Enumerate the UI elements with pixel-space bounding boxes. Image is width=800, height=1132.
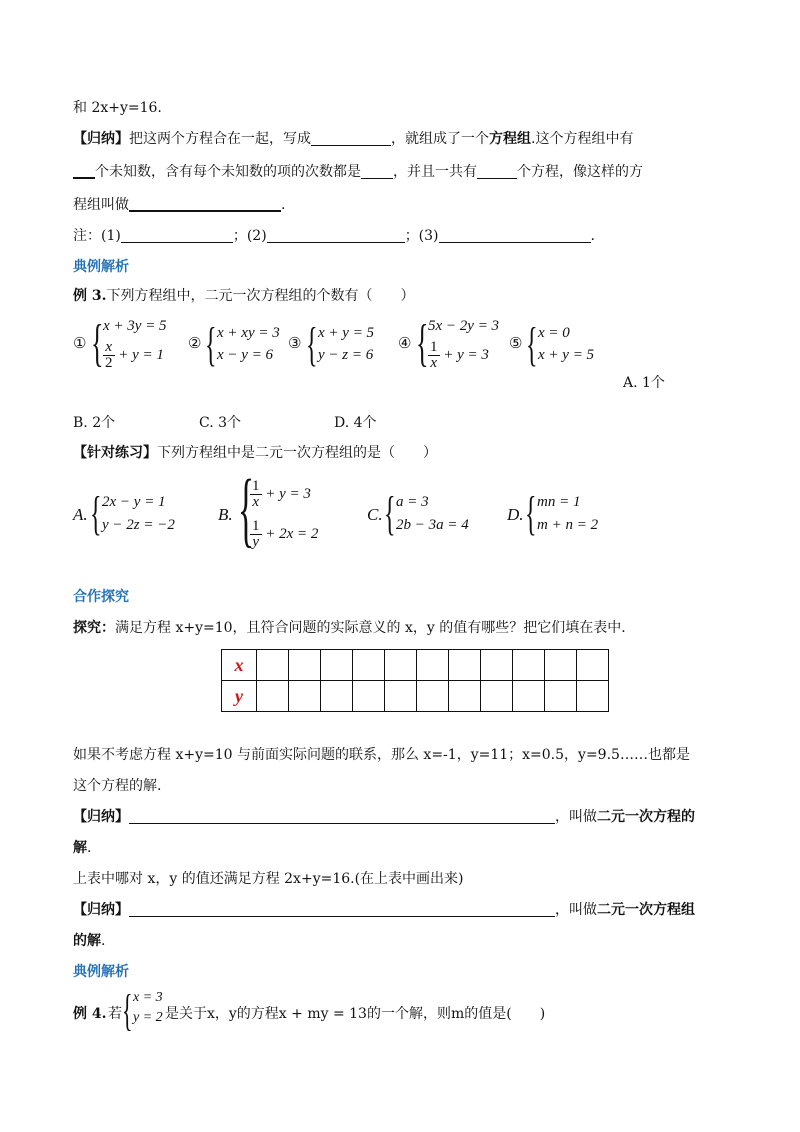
equation-y: y = 2 <box>133 1010 163 1025</box>
note-end: . <box>590 228 595 244</box>
explore-paragraph-1: 如果不考虑方程 x+y=10 与前面实际问题的联系，那么 x=-1，y=11；x=0.5，y=9.5……也都是 <box>73 747 690 763</box>
row-header-x: x <box>222 650 257 681</box>
blank-note-1[interactable] <box>121 226 233 243</box>
equation-5b: x + y = 5 <box>538 347 595 363</box>
summary-2-line-1 <box>73 807 695 827</box>
table-cell[interactable] <box>289 650 321 681</box>
blank-name[interactable] <box>129 194 281 212</box>
practice-system-c[interactable] <box>384 487 494 540</box>
circled-3: ③ <box>288 334 302 352</box>
brace: { <box>238 463 255 556</box>
circled-2: ② <box>188 334 202 352</box>
brace: { <box>416 315 429 372</box>
equation-4b: $\frac{1}{x}$ + y = 3 <box>430 339 489 371</box>
summary-tag: 【归纳】 <box>73 131 129 147</box>
table-cell[interactable] <box>449 681 481 712</box>
table-cell[interactable] <box>513 681 545 712</box>
explore-text: 满足方程 x+y=10，且符合问题的实际意义的 x，y 的值有哪些？把它们填在表中. <box>115 620 626 636</box>
term-linear-equation-solution: 二元一次方程的 <box>597 809 695 825</box>
note-label-3: ；(3) <box>404 228 439 244</box>
summary-text-b: ，就组成了一个 <box>391 131 489 147</box>
explore-question <box>73 618 626 638</box>
blank-degree[interactable] <box>361 162 393 179</box>
equation-2a: x + xy = 3 <box>217 325 280 341</box>
summary-line-2 <box>73 161 643 182</box>
term-solution: 解 <box>73 840 87 856</box>
equation-x: x = 3 <box>133 990 163 1005</box>
table-cell[interactable] <box>353 681 385 712</box>
example-4-label: 例 4. <box>73 1006 107 1022</box>
summary-line-3 <box>73 194 285 215</box>
table-cell[interactable] <box>289 681 321 712</box>
option-d[interactable]: D. 4个 <box>334 415 377 431</box>
system-3 <box>306 318 396 371</box>
example-3-label: 例 3. <box>73 288 107 304</box>
table-cell[interactable] <box>545 650 577 681</box>
equation-4a: 5x − 2y = 3 <box>428 318 500 334</box>
circled-5: ⑤ <box>509 334 523 352</box>
table-cell[interactable] <box>417 650 449 681</box>
brace: { <box>306 318 318 371</box>
equation-a2: y − 2z = −2 <box>102 517 175 533</box>
table-cell[interactable] <box>257 650 289 681</box>
table-cell[interactable] <box>417 681 449 712</box>
blank-note-3[interactable] <box>439 226 591 243</box>
circled-4: ④ <box>398 334 412 352</box>
table-cell[interactable] <box>577 681 609 712</box>
blank-unknown-count[interactable] <box>73 161 95 179</box>
equation-5a: x = 0 <box>538 325 570 341</box>
brace: { <box>526 318 538 371</box>
table-cell[interactable] <box>257 681 289 712</box>
table-cell[interactable] <box>449 650 481 681</box>
blank-summary-3[interactable] <box>129 900 555 917</box>
brace: { <box>525 487 537 540</box>
option-a[interactable]: A. 1个 <box>623 375 665 391</box>
table-cell[interactable] <box>321 650 353 681</box>
summary-text-g: 程组叫做 <box>73 197 129 213</box>
blank-write-as[interactable] <box>311 129 391 146</box>
section-heading-explore: 合作探究 <box>73 589 129 605</box>
table-row-y <box>222 681 609 712</box>
equation-b2: $\frac{1}{y}$ + 2x = 2 <box>252 518 319 550</box>
table-cell[interactable] <box>385 650 417 681</box>
brace: { <box>90 487 102 540</box>
practice-option-d-label[interactable]: D. <box>507 505 524 524</box>
note-label-1: 注：(1) <box>73 228 121 244</box>
practice-system-d[interactable] <box>525 487 625 540</box>
summary-text-h: . <box>281 197 286 213</box>
summary-3-dot: . <box>101 933 106 949</box>
option-b[interactable]: B. 2个 <box>73 415 116 431</box>
equation-c2: 2b − 3a = 4 <box>396 517 469 533</box>
practice-question <box>73 443 437 463</box>
equation-a1: 2x − y = 1 <box>102 494 166 510</box>
table-row-x <box>222 650 609 681</box>
system-1 <box>91 315 191 374</box>
summary-line-1 <box>73 129 633 149</box>
example-3-question <box>73 286 415 306</box>
summary-3-line-1 <box>73 900 695 920</box>
practice-option-a-label[interactable]: A. <box>73 505 88 524</box>
table-cell[interactable] <box>481 681 513 712</box>
practice-system-a[interactable] <box>90 487 200 540</box>
summary-2-line-2 <box>73 838 91 858</box>
table-question: 上表中哪对 x，y 的值还满足方程 2x+y=16.(在上表中画出来) <box>73 871 464 887</box>
summary-text-c: .这个方程组中有 <box>531 131 634 147</box>
term-equation-system: 方程组 <box>489 131 531 147</box>
term-system-solution: 的解 <box>73 933 101 949</box>
section-heading-examples: 典例解析 <box>73 259 129 275</box>
summary-3-tag: 【归纳】 <box>73 902 129 918</box>
system-2 <box>205 318 295 371</box>
note-label-2: ；(2) <box>232 228 267 244</box>
equation-c1: a = 3 <box>396 494 429 510</box>
example-4-text: 是关于x，y的方程x + my = 13的一个解，则m的值是( ) <box>165 1006 546 1022</box>
equation-b1: $\frac{1}{x}$ + y = 3 <box>252 478 311 510</box>
row-header-y: y <box>222 681 257 712</box>
brace: { <box>384 487 396 540</box>
example-3-text: 下列方程组中，二元一次方程组的个数有（ ） <box>106 288 415 304</box>
equation-1a: x + 3y = 5 <box>103 318 167 334</box>
practice-system-b[interactable] <box>238 463 348 556</box>
option-c[interactable]: C. 3个 <box>199 415 242 431</box>
blank-summary-2[interactable] <box>129 807 555 824</box>
equation-d1: mn = 1 <box>537 494 581 510</box>
explore-tag: 探究： <box>73 620 115 636</box>
summary-2-dot: . <box>87 840 92 856</box>
table-cell[interactable] <box>513 650 545 681</box>
equation-d2: m + n = 2 <box>537 517 599 533</box>
note-line <box>73 226 595 246</box>
text-line-1: 和 2x+y=16. <box>73 100 162 116</box>
example-4-pre: 若 <box>108 1006 122 1022</box>
equation-1b: $\frac{x}{2}$ + y = 1 <box>105 339 164 371</box>
table-cell[interactable] <box>577 650 609 681</box>
summary-text-f: 个方程，像这样的方 <box>517 164 643 180</box>
summary-text-d: 个未知数，含有每个未知数的项的次数都是 <box>95 164 361 180</box>
table-cell[interactable] <box>545 681 577 712</box>
blank-equation-count[interactable] <box>477 162 517 179</box>
summary-3-text: ，叫做 <box>555 902 597 918</box>
explore-paragraph-2: 这个方程的解. <box>73 778 162 794</box>
table-cell[interactable] <box>481 650 513 681</box>
system-4 <box>416 315 516 374</box>
brace: { <box>205 318 217 371</box>
practice-option-c-label[interactable]: C. <box>367 505 383 524</box>
table-cell[interactable] <box>353 650 385 681</box>
summary-3-line-2 <box>73 931 105 951</box>
values-table <box>221 649 609 712</box>
practice-option-b-label[interactable]: B. <box>218 505 233 524</box>
summary-2-text: ，叫做 <box>555 809 597 825</box>
blank-note-2[interactable] <box>267 226 405 243</box>
circled-1: ① <box>73 334 87 352</box>
brace: { <box>91 315 104 372</box>
equation-2b: x − y = 6 <box>217 347 274 363</box>
practice-text: 下列方程组中是二元一次方程组的是（ ） <box>157 445 437 461</box>
summary-text-e: ，并且一共有 <box>393 164 477 180</box>
equation-3a: x + y = 5 <box>318 325 375 341</box>
system-5 <box>526 318 626 371</box>
table-cell[interactable] <box>321 681 353 712</box>
practice-tag: 【针对练习】 <box>73 445 157 461</box>
summary-text-a: 把这两个方程合在一起，写成 <box>129 131 311 147</box>
section-heading-examples-2: 典例解析 <box>73 964 129 980</box>
summary-2-tag: 【归纳】 <box>73 809 129 825</box>
term-linear-system: 二元一次方程组 <box>597 902 695 918</box>
equation-3b: y − z = 6 <box>318 347 374 363</box>
table-cell[interactable] <box>385 681 417 712</box>
brace: { <box>122 986 133 1035</box>
